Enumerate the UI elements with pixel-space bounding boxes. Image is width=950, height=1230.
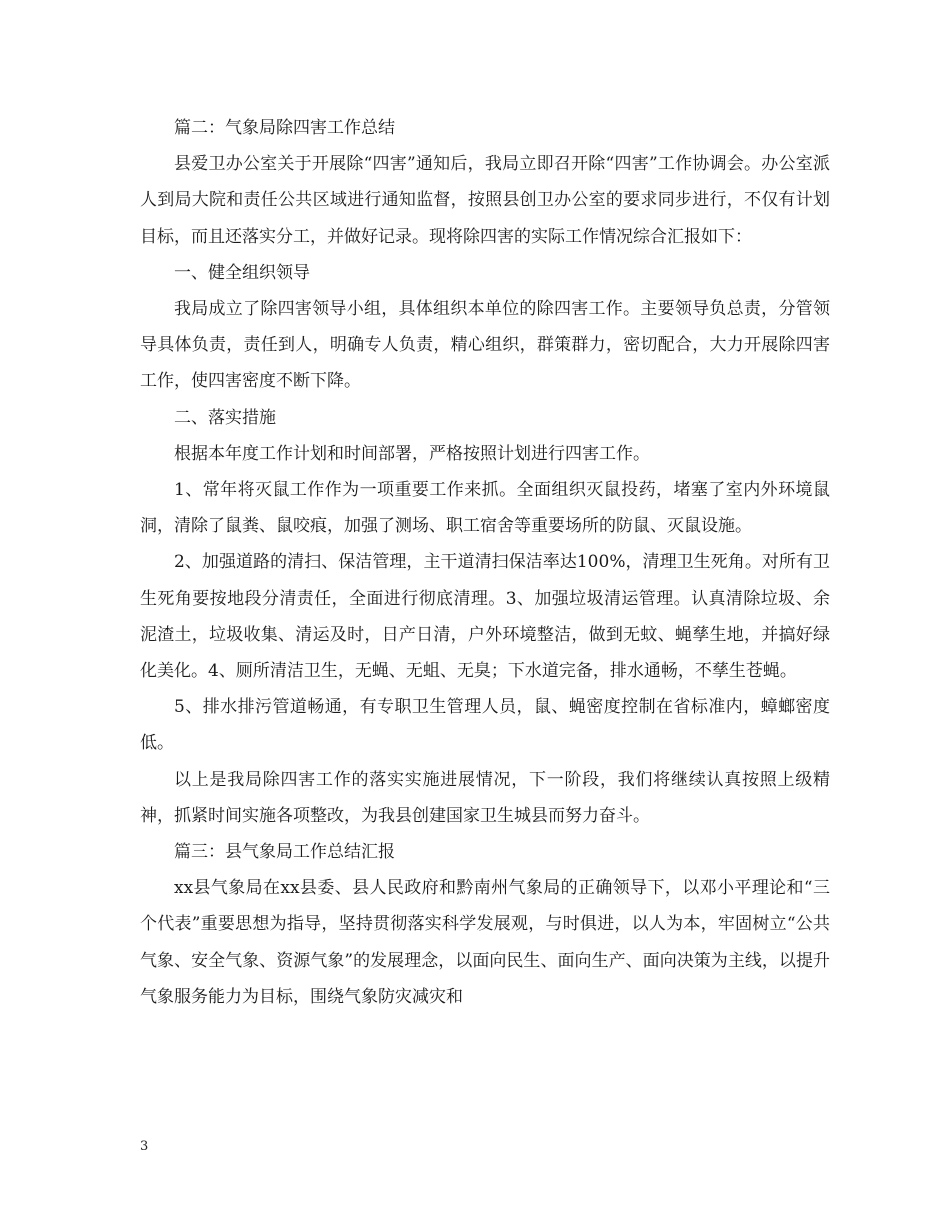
body-paragraph: 以上是我局除四害工作的落实实施进展情况，下一阶段，我们将继续认真按照上级精神，抓紧时间实施各项整改，为我县创建国家卫生城县而努力奋斗。 (140, 769, 830, 826)
page-number: 3 (140, 1139, 149, 1154)
list-item-paragraph: 1、常年将灭鼠工作作为一项重要工作来抓。全面组织灭鼠投药，堵塞了室内外环境鼠洞，清除了鼠粪、鼠咬痕，加强了测场、职工宿舍等重要场所的防鼠、灭鼠设施。 (140, 480, 830, 537)
body-paragraph: xx县气象局在xx县委、县人民政府和黔南州气象局的正确领导下，以邓小平理论和“三个代表”重要思想为指导，坚持贯彻落实科学发展观，与时俱进，以人为本，牢固树立“公共气象、安全气象、资源气象”的发展理念，以面向民生、面向生产、面向决策为主线，以提升气象服务能力为目标，围绕气象防灾减灾和 (140, 878, 830, 1007)
section-heading-measures: 二、落实措施 (174, 407, 276, 428)
list-item-paragraph: 2、加强道路的清扫、保洁管理，主干道清扫保洁率达100%，清理卫生死角。对所有卫生死角要按地段分清责任，全面进行彻底清理。3、加强垃圾清运管理。认真清除垃圾、余泥渣土，垃圾收集、清运及时，日产日清，户外环境整洁，做到无蚊、蝇孳生地，并搞好绿化美化。4、厕所清洁卫生，无蝇、无蛆、无臭；下水道完备，排水通畅，不孳生苍蝇。 (140, 552, 830, 682)
document-body (140, 110, 830, 1015)
body-paragraph: 根据本年度工作计划和时间部署，严格按照计划进行四害工作。 (174, 443, 650, 464)
section-heading-organization: 一、健全组织领导 (174, 262, 310, 283)
list-item-paragraph: 5、排水排污管道畅通，有专职卫生管理人员，鼠、蝇密度控制在省标准内，蟑螂密度低。 (140, 697, 830, 754)
section-title-part-three: 篇三：县气象局工作总结汇报 (174, 842, 395, 863)
body-paragraph: 县爱卫办公室关于开展除“四害”通知后，我局立即召开除“四害”工作协调会。办公室派人到局大院和责任公共区域进行通知监督，按照县创卫办公室的要求同步进行，不仅有计划目标，而且还落实分工，并做好记录。现将除四害的实际工作情况综合汇报如下： (140, 154, 830, 247)
section-title-part-two: 篇二：气象局除四害工作总结 (174, 118, 395, 138)
body-paragraph: 我局成立了除四害领导小组，具体组织本单位的除四害工作。主要领导负总责，分管领导具体负责，责任到人，明确专人负责，精心组织，群策群力，密切配合，大力开展除四害工作，使四害密度不断下降。 (140, 299, 830, 392)
